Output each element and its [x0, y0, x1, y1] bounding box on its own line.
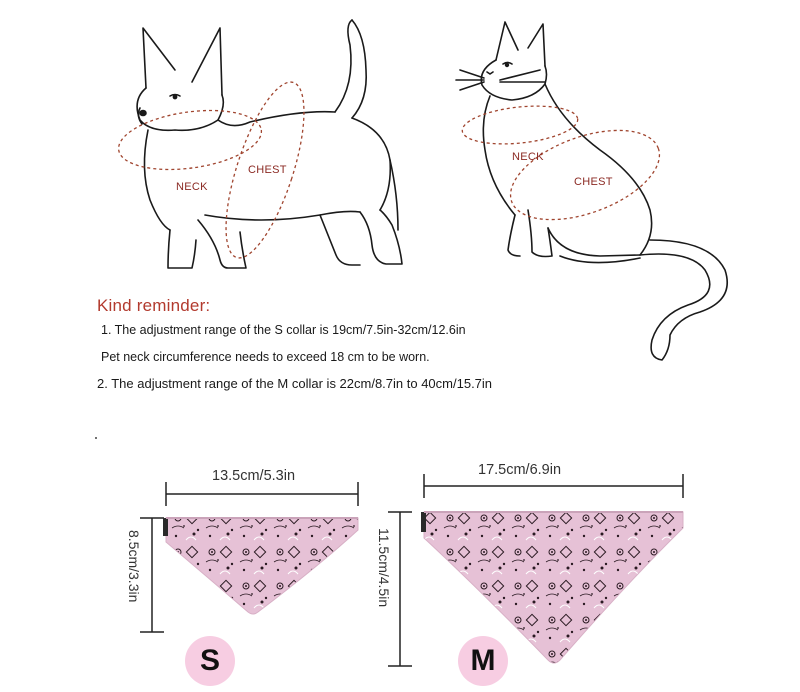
cat-chest-loop	[499, 113, 672, 238]
small-bandana	[163, 518, 358, 614]
size-m-badge: M	[458, 636, 508, 686]
cat-illustration	[456, 22, 727, 360]
medium-width-label: 17.5cm/6.9in	[478, 462, 562, 478]
cat-neck-label: NECK	[512, 151, 544, 163]
medium-height-label: 11.5cm/4.5in	[376, 528, 392, 608]
small-height-label: 8.5cm/3.3in	[126, 530, 142, 603]
small-width-label: 13.5cm/5.3in	[212, 468, 296, 484]
size-s-badge: S	[185, 636, 235, 686]
reminder-line-2: Pet neck circumference needs to exceed 18 cm to be worn.	[101, 350, 430, 364]
dog-illustration	[137, 20, 402, 268]
medium-bandana	[421, 512, 683, 663]
reminder-line-3: 2. The adjustment range of the M collar is 22cm/8.7in to 40cm/15.7in	[97, 376, 493, 391]
cat-neck-loop	[460, 101, 579, 149]
reminder-title: Kind reminder:	[97, 296, 211, 315]
dog-chest-label: CHEST	[248, 164, 287, 176]
reminder-line-1: 1. The adjustment range of the S collar is 19cm/7.5in-32cm/12.6in	[101, 323, 466, 337]
cat-chest-label: CHEST	[574, 176, 613, 188]
dog-neck-label: NECK	[176, 181, 208, 193]
